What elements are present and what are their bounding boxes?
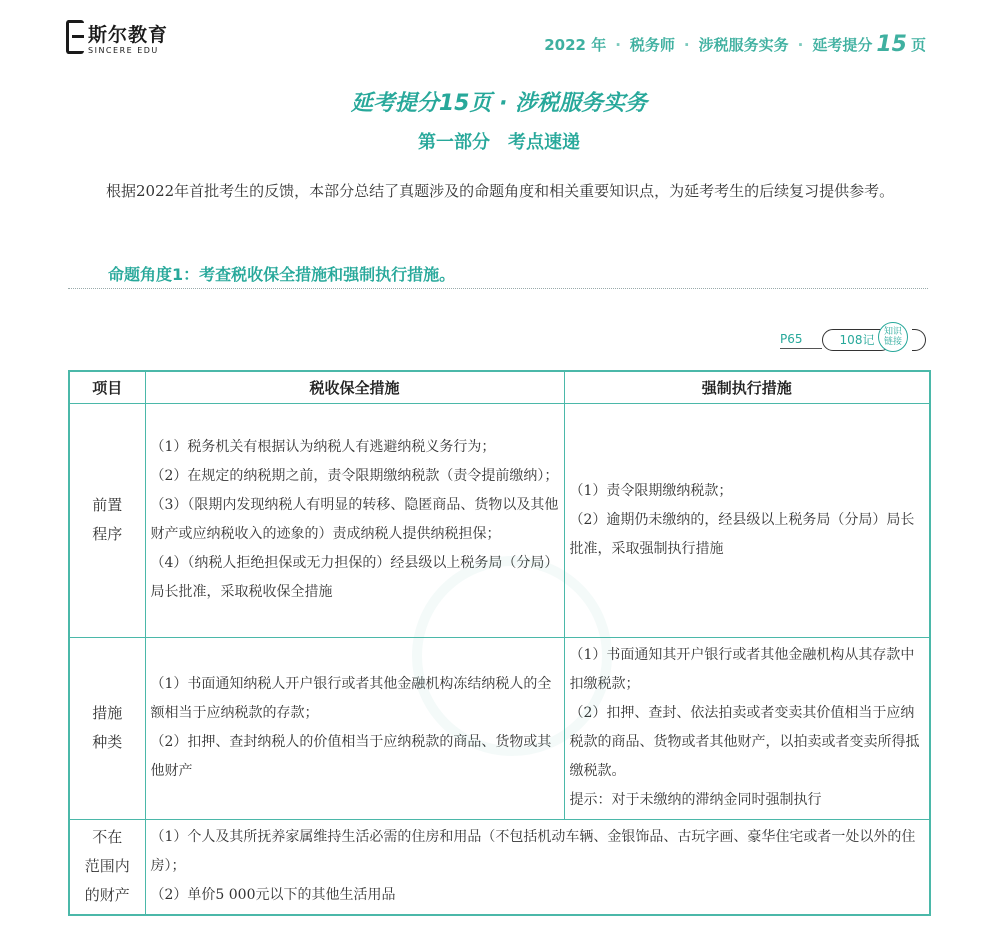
list-item: 提示：对于未缴纳的滞纳金同时强制执行 [569, 792, 822, 808]
header-subject: 涉税服务实务 [698, 36, 789, 54]
knowledge-reference[interactable] [780, 322, 930, 356]
table-row [69, 637, 930, 819]
logo-subtitle: SINCERE EDU [88, 46, 159, 55]
document-title: 延考提分15页 · 涉税服务实务 [350, 91, 648, 116]
knowledge-link-badge-icon: 知识 链接 [878, 322, 908, 352]
reference-bracket [912, 329, 926, 351]
list-item: （4）（纳税人拒绝担保或无力担保的）经县级以上税务局（分局）局长批准，采取税收保全措施 [150, 555, 559, 600]
list-item: （1）税务机关有根据认为纳税人有逃避纳税义务行为； [150, 439, 496, 455]
header-series-prefix: 延考提分 [812, 36, 873, 54]
row-label-excluded-property: 不在 范围内 的财产 [69, 819, 145, 915]
header-series-number: 15 [876, 32, 907, 57]
column-header-preservation: 税收保全措施 [145, 371, 564, 403]
separator-dot-icon: · [797, 35, 804, 54]
logo-name: 斯尔教育 [88, 24, 169, 46]
list-item: （1）责令限期缴纳税款； [569, 482, 733, 499]
header-series-suffix: 页 [910, 36, 926, 54]
reference-book-pill: 108记 [822, 329, 892, 351]
list-item: （2）在规定的纳税期之前，责令限期缴纳税款（责令提前缴纳）； [150, 468, 559, 484]
logo-s-icon [66, 20, 84, 54]
list-item: （1）个人及其所抚养家属维持生活必需的住房和用品（不包括机动车辆、金银饰品、古玩字画、豪华住宅或者一处以外的住房）； [150, 829, 916, 875]
page-header-info [544, 32, 926, 57]
list-item: （2）扣押、查封、依法拍卖或者变卖其价值相当于应纳税款的商品、货物或者其他财产，以拍卖或者变卖所得抵缴税款。 [569, 705, 920, 779]
preservation-prerequisite-cell [145, 403, 564, 637]
section-subtitle: 第一部分 考点速递 [418, 132, 580, 153]
column-header-item: 项目 [69, 371, 145, 403]
logo [66, 18, 176, 60]
header-year: 2022 年 [544, 36, 607, 54]
question-angle-heading: 命题角度1：考查税收保全措施和强制执行措施。 [108, 265, 456, 284]
list-item: （2）扣押、查封纳税人的价值相当于应纳税款的商品、货物或其他财产 [150, 734, 552, 779]
enforcement-prerequisite-cell [564, 403, 930, 637]
list-item: （2）逾期仍未缴纳的，经县级以上税务局（分局）局长批准，采取强制执行措施 [569, 511, 915, 557]
preservation-measures-cell [145, 637, 564, 819]
table-row [69, 403, 930, 637]
column-header-enforcement: 强制执行措施 [564, 371, 930, 403]
comparison-table [68, 370, 931, 916]
enforcement-measures-cell [564, 637, 930, 819]
separator-dot-icon: · [683, 35, 690, 54]
table-row [69, 819, 930, 915]
reference-page: P65 [780, 332, 822, 349]
separator-dot-icon: · [615, 35, 621, 54]
row-label-measure-types: 措施 种类 [69, 637, 145, 819]
dotted-divider [68, 288, 928, 289]
list-item: （1）书面通知其开户银行或者其他金融机构从其存款中扣缴税款； [569, 647, 915, 692]
intro-paragraph: 根据2022年首批考生的反馈，本部分总结了真题涉及的命题角度和相关重要知识点，为延考考生的后续复习提供参考。 [106, 182, 895, 200]
header-exam: 税务师 [629, 36, 675, 54]
list-item: （2）单价5 000元以下的其他生活用品 [150, 887, 396, 904]
excluded-property-cell [145, 819, 930, 915]
list-item: （1）书面通知纳税人开户银行或者其他金融机构冻结纳税人的全额相当于应纳税款的存款； [150, 676, 552, 721]
table-header-row [69, 371, 930, 403]
row-label-prerequisite: 前置 程序 [69, 403, 145, 637]
list-item: （3）（限期内发现纳税人有明显的转移、隐匿商品、货物以及其他财产或应纳税收入的迹象的）责成纳税人提供纳税担保； [150, 497, 559, 542]
